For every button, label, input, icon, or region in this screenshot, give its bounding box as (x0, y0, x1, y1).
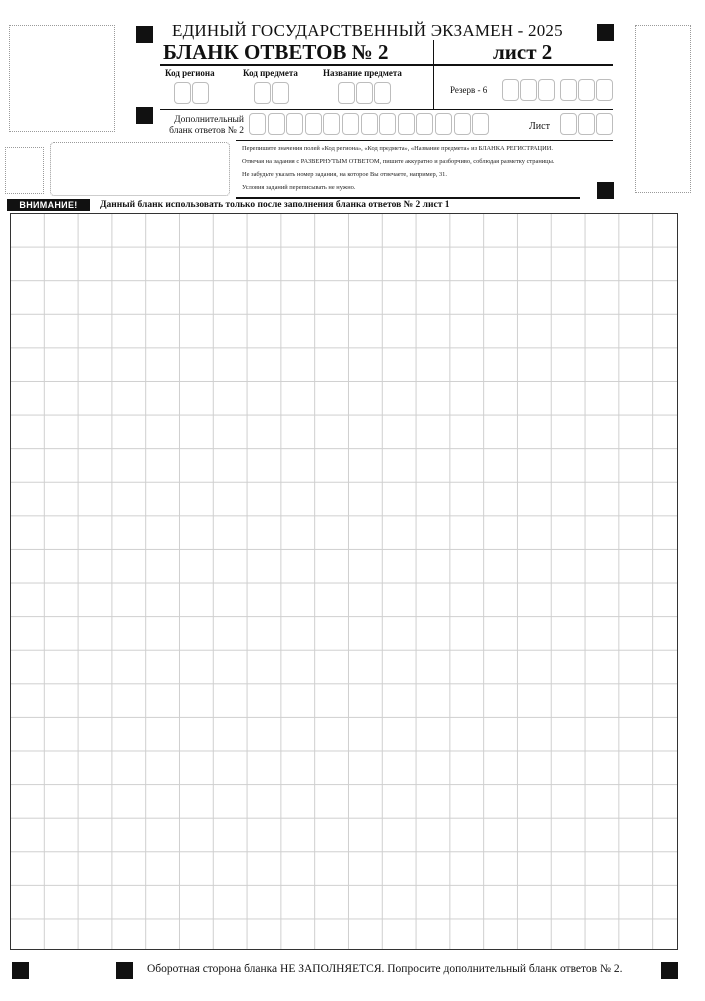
attention-text: Данный бланк использовать только после заполнения бланка ответов № 2 лист 1 (100, 200, 450, 210)
instruction-line: Перепишите значения полей «Код региона», «Код предмета», «Название предмета» из БЛАНКА РЕГИСТРАЦИИ. (242, 145, 553, 152)
additional-blank-digit-field[interactable] (249, 113, 266, 135)
sheet-number-field[interactable] (560, 113, 577, 135)
sheet-number-field[interactable] (578, 113, 595, 135)
additional-label-line1: Дополнительный (174, 115, 244, 125)
region-code-field[interactable] (192, 82, 209, 104)
region-code-field[interactable] (174, 82, 191, 104)
registration-marker (661, 962, 678, 979)
additional-blank-digit-field[interactable] (342, 113, 359, 135)
sheet-label: Лист (529, 121, 550, 132)
footer-note: Оборотная сторона бланка НЕ ЗАПОЛНЯЕТСЯ. Попросите дополнительный бланк ответов № 2. (147, 963, 623, 975)
additional-blank-digit-field[interactable] (454, 113, 471, 135)
reserve-field[interactable] (578, 79, 595, 101)
subject-name-field[interactable] (374, 82, 391, 104)
registration-marker (116, 962, 133, 979)
subject-name-field[interactable] (356, 82, 373, 104)
reserve-field[interactable] (560, 79, 577, 101)
stamp-area (50, 142, 230, 196)
header-rule (160, 64, 613, 66)
additional-blank-digit-field[interactable] (268, 113, 285, 135)
reserve-label: Резерв - 6 (450, 85, 488, 95)
registration-marker (136, 107, 153, 124)
barcode-area (635, 25, 691, 193)
region-code-label: Код региона (165, 68, 215, 78)
registration-marker (597, 24, 614, 41)
barcode-area (9, 25, 115, 132)
sheet-title: лист 2 (493, 40, 553, 64)
attention-badge: ВНИМАНИЕ! (7, 199, 90, 211)
instruction-line: Не забудьте указать номер задания, на которое Вы отвечаете, например, 31. (242, 171, 447, 178)
registration-marker (136, 26, 153, 43)
additional-blank-digit-field[interactable] (379, 113, 396, 135)
subject-code-field[interactable] (254, 82, 271, 104)
exam-title: ЕДИНЫЙ ГОСУДАРСТВЕННЫЙ ЭКЗАМЕН - 2025 (172, 21, 563, 40)
additional-blank-digit-field[interactable] (305, 113, 322, 135)
reserve-field[interactable] (502, 79, 519, 101)
header-rule (160, 109, 613, 110)
instruction-line: Отвечая на задания с РАЗВЕРНУТЫМ ОТВЕТОМ, пишите аккуратно и разборчиво, соблюдая разметку страницы. (242, 158, 555, 165)
additional-blank-digit-field[interactable] (323, 113, 340, 135)
reserve-field[interactable] (596, 79, 613, 101)
sheet-number-field[interactable] (596, 113, 613, 135)
subject-code-label: Код предмета (243, 68, 298, 78)
header-divider (433, 40, 434, 110)
additional-blank-digit-field[interactable] (361, 113, 378, 135)
additional-blank-label (160, 115, 244, 137)
subject-name-field[interactable] (338, 82, 355, 104)
registration-marker (597, 182, 614, 199)
additional-blank-digit-field[interactable] (435, 113, 452, 135)
instructions-rule (236, 140, 613, 141)
additional-label-line2: бланк ответов № 2 (169, 126, 244, 136)
answer-grid[interactable] (10, 213, 678, 950)
registration-marker (12, 962, 29, 979)
subject-name-label: Название предмета (323, 68, 402, 78)
additional-blank-digit-field[interactable] (286, 113, 303, 135)
subject-code-field[interactable] (272, 82, 289, 104)
additional-blank-digit-field[interactable] (398, 113, 415, 135)
reserve-field[interactable] (538, 79, 555, 101)
additional-blank-digit-field[interactable] (416, 113, 433, 135)
reserve-field[interactable] (520, 79, 537, 101)
stamp-area (5, 147, 44, 194)
form-title: БЛАНК ОТВЕТОВ № 2 (163, 40, 389, 64)
instruction-line: Условия заданий переписывать не нужно. (242, 184, 356, 191)
additional-blank-digit-field[interactable] (472, 113, 489, 135)
